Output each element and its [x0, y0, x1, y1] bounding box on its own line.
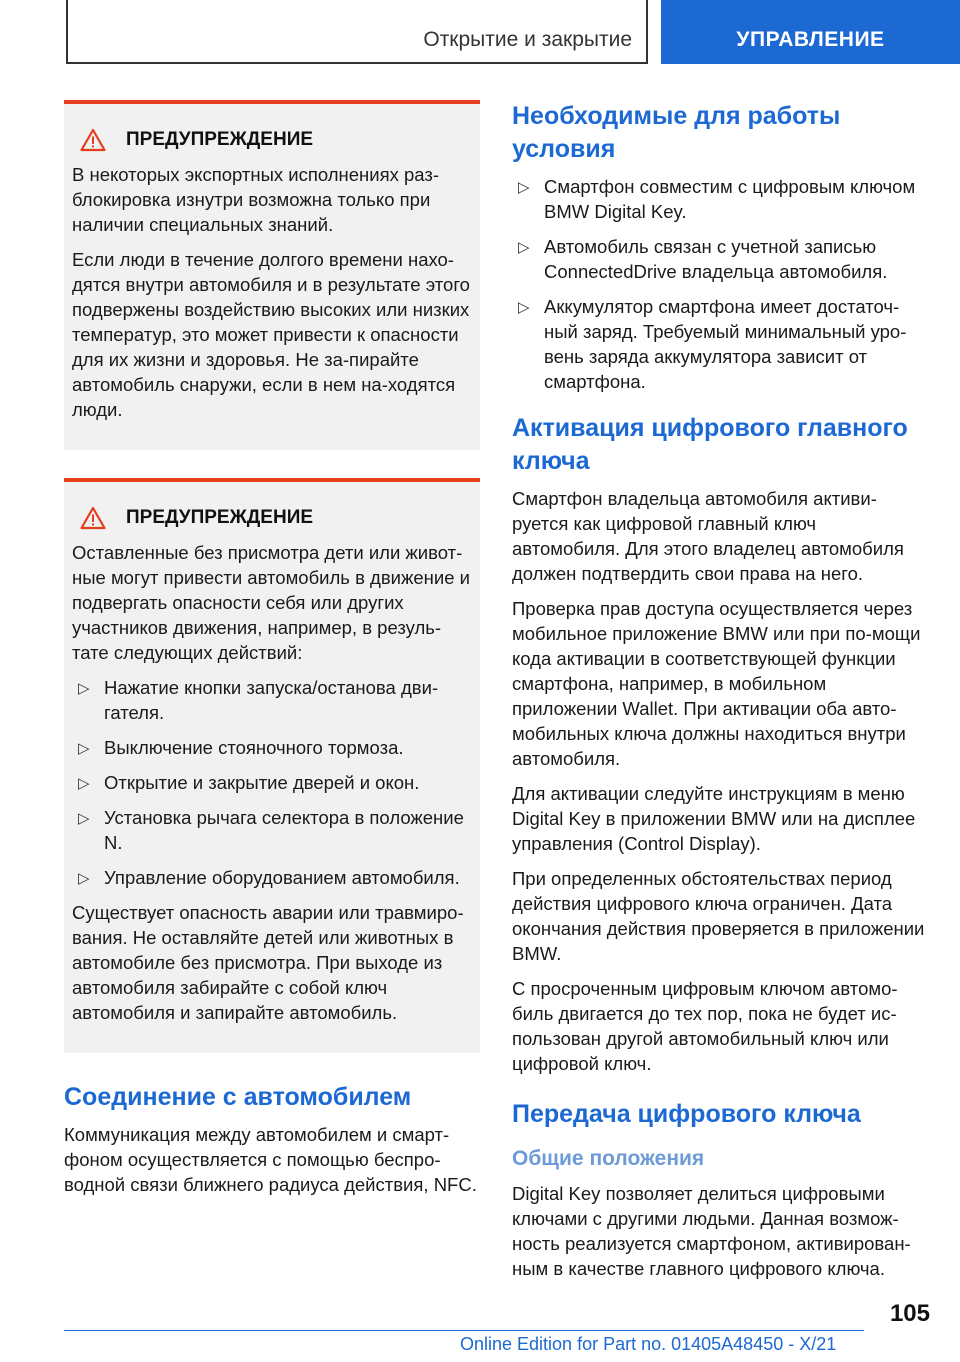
footer-divider: [64, 1330, 864, 1331]
bullet-arrow-icon: ▷: [78, 775, 90, 792]
list-item: ▷ Аккумулятор смартфона имеет достаточ-ный заряд. Требуемый минимальный уро-вень заряда аккумулятора зависит от смартфона.: [518, 296, 907, 392]
bullet-arrow-icon: ▷: [78, 810, 90, 827]
activation-heading: Активация цифрового главного ключа: [512, 414, 908, 475]
bullet-arrow-icon: ▷: [518, 239, 530, 256]
warning-box-1: [64, 100, 480, 450]
left-column: [64, 100, 480, 1207]
list-item: ▷ Выключение стояночного тормоза.: [72, 735, 472, 760]
header-chapter-tab: [661, 0, 960, 64]
connection-heading: Соединение с автомобилем: [64, 1083, 412, 1111]
warning2-paragraph-2: Существует опасность аварии или травмиро-вания. Не оставляйте детей или животных в автомобиле без присмотра. При выходе из автомобиля забирайте с собой ключ автомобиля и запирайте автомобиль.: [72, 902, 464, 1023]
warning-triangle-icon: [80, 506, 106, 530]
conditions-heading: Необходимые для работы условия: [512, 102, 841, 163]
connection-paragraph: Коммуникация между автомобилем и смарт-фоном осуществляется с помощью беспро-водной связи ближнего радиуса действия, NFC.: [64, 1124, 477, 1195]
list-item: ▷ Нажатие кнопки запуска/останова дви-гателя.: [78, 677, 439, 723]
transfer-paragraph: Digital Key позволяет делиться цифровыми ключами с другими людьми. Данная возмож-ность реализуется смартфоном, активирован-ным в качестве главного цифрового ключа.: [512, 1183, 911, 1279]
warning-title-2: [72, 506, 472, 530]
warning-title-text-2: ПРЕДУПРЕЖДЕНИЕ: [126, 507, 314, 528]
warning2-paragraph-1: Оставленные без присмотра дети или живот-ные могут привести автомобиль в движение и подвергать опасности себя или других участников движения, например, в резуль-тате следующих действий:: [72, 542, 470, 663]
bullet-arrow-icon: ▷: [518, 179, 530, 196]
conditions-list: [512, 174, 928, 394]
bullet-arrow-icon: ▷: [78, 740, 90, 757]
warning-triangle-icon: [80, 128, 106, 152]
page-number: 105: [889, 1300, 930, 1327]
transfer-heading: Передача цифрового ключа: [512, 1100, 861, 1128]
header-section-title: Открытие и закрытие: [423, 28, 632, 51]
activation-paragraph-1: Смартфон владельца автомобиля активи-руется как цифровой главный ключ автомобиля. Для этого владелец автомобиля должен подтвердить свои права на него.: [512, 488, 904, 584]
warning-title-text-1: ПРЕДУПРЕЖДЕНИЕ: [126, 129, 314, 150]
bullet-arrow-icon: ▷: [78, 680, 90, 697]
header-chapter-title: УПРАВЛЕНИЕ: [736, 28, 885, 51]
warning2-list: [72, 675, 472, 890]
list-item: ▷ Автомобиль связан с учетной записью ConnectedDrive владельца автомобиля.: [518, 236, 888, 282]
bullet-arrow-icon: ▷: [78, 870, 90, 887]
transfer-subheading: Общие положения: [512, 1147, 705, 1170]
warning1-paragraph-1: В некоторых экспортных исполнениях раз-блокировка изнутри возможна только при наличии специальных знаний.: [72, 164, 440, 235]
activation-paragraph-4: При определенных обстоятельствах период действия цифрового ключа ограничен. Дата окончания действия проверяется в приложении BMW.: [512, 868, 925, 964]
warning1-paragraph-2: Если люди в течение долгого времени нахо-дятся внутри автомобиля и в результате этого подвержены воздействию высоких или низких температур, это может привести к опасности для их жизни и здоровья. Не за-пирайте автомобиль снаружи, если в нем на-ходятся люди.: [72, 249, 470, 420]
list-item: ▷ Открытие и закрытие дверей и окон.: [72, 770, 472, 795]
edition-text: Online Edition for Part no. 01405A48450 - X/21: [460, 1334, 837, 1354]
list-item: ▷ Установка рычага селектора в положение N.: [78, 807, 464, 853]
warning-box-2: [64, 478, 480, 1053]
warning-title-1: [72, 128, 472, 152]
header-section-box: [66, 0, 648, 64]
activation-paragraph-2: Проверка прав доступа осуществляется через мобильное приложение BMW или при по-мощи кода активации в соответствующей функции смартфона, например, в мобильном приложении Wallet. При активации оба авто-мобильных ключа должны находиться внутри автомобиля.: [512, 598, 921, 769]
list-item: ▷ Управление оборудованием автомобиля.: [72, 865, 472, 890]
activation-paragraph-5: С просроченным цифровым ключом автомо-биль двигается до тех пор, пока не будет ис-пользован другой автомобильный ключ или цифровой ключ.: [512, 978, 898, 1074]
list-item: ▷ Смартфон совместим с цифровым ключом BMW Digital Key.: [518, 176, 916, 222]
activation-paragraph-3: Для активации следуйте инструкциям в меню Digital Key в приложении BMW или на дисплее управления (Control Display).: [512, 783, 916, 854]
bullet-arrow-icon: ▷: [518, 299, 530, 316]
right-column: [512, 100, 928, 1291]
